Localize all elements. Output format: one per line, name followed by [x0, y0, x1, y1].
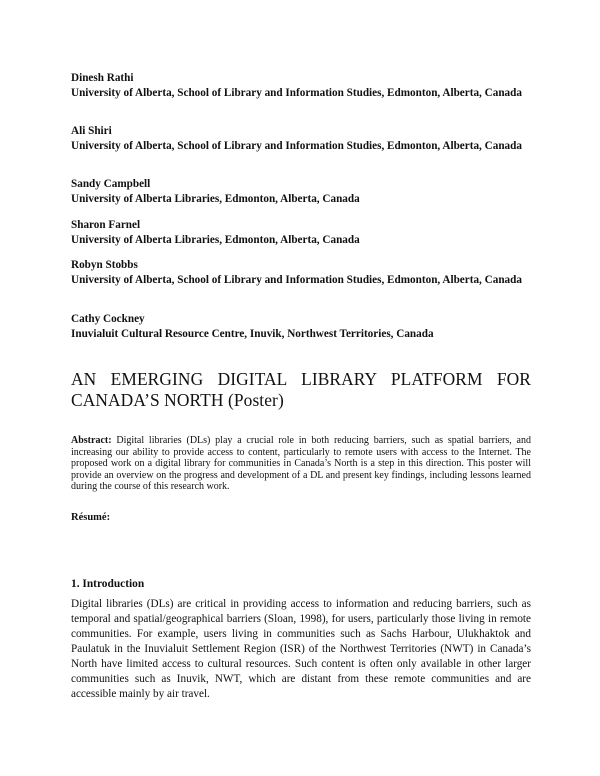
- author-name: Sharon Farnel: [71, 219, 141, 231]
- author-affiliation: Inuvialuit Cultural Resource Centre, Inuvik, Northwest Territories, Canada: [71, 328, 434, 340]
- resume-label: Résumé:: [71, 512, 111, 523]
- paper-title: [71, 369, 531, 411]
- author-name: Dinesh Rathi: [71, 72, 134, 84]
- author-entry: [71, 312, 531, 342]
- author-affiliation: University of Alberta Libraries, Edmonton, Alberta, Canada: [71, 193, 360, 205]
- author-affiliation: University of Alberta, School of Library and Information Studies, Edmonton, Alberta, Canada: [71, 140, 522, 152]
- section-heading-introduction: 1. Introduction: [71, 578, 145, 590]
- author-affiliation: University of Alberta, School of Library and Information Studies, Edmonton, Alberta, Canada: [71, 274, 522, 286]
- author-name: Cathy Cockney: [71, 313, 145, 325]
- abstract-label: Abstract:: [71, 435, 112, 446]
- introduction-paragraph: Digital libraries (DLs) are critical in providing access to information and reducing barriers, such as temporal and spatial/geographical barriers (Sloan, 1998), for users, particularly those living in remote communities. For example, users living in communities such as Sachs Harbour, Ulukhaktok and Paulatuk in the Inuvialuit Settlement Region (ISR) of the Northwest Territories (NWT) in Canada’s North have limited access to cultural resources. Such content is often only available in other larger communities such as Inuvik, NWT, which are distant from these remote communities and are accessible mainly by air travel.: [71, 598, 531, 700]
- author-entry: [71, 177, 531, 207]
- author-affiliation: University of Alberta Libraries, Edmonton, Alberta, Canada: [71, 234, 360, 246]
- abstract: [71, 435, 531, 493]
- author-entry: [71, 71, 531, 101]
- abstract-text: Digital libraries (DLs) play a crucial role in both reducing barriers, such as spatial barriers, and increasing our ability to provide access to content, particularly to remote users with access to the Internet. The proposed work on a digital library for communities in Canada’s North is a step in this direction. This poster will provide an overview on the progress and development of a DL and present key findings, including lessons learned during the course of this research work.: [71, 435, 531, 493]
- author-entry: [71, 258, 531, 288]
- author-entry: [71, 124, 531, 154]
- author-entry: [71, 218, 531, 248]
- author-name: Ali Shiri: [71, 125, 112, 137]
- author-affiliation: University of Alberta, School of Library and Information Studies, Edmonton, Alberta, Canada: [71, 87, 522, 99]
- paper-title-suffix: (Poster): [227, 390, 284, 410]
- author-name: Robyn Stobbs: [71, 259, 138, 271]
- paper-title-main: AN EMERGING DIGITAL LIBRARY PLATFORM FOR CANADA’S NORTH: [71, 369, 531, 410]
- author-name: Sandy Campbell: [71, 178, 151, 190]
